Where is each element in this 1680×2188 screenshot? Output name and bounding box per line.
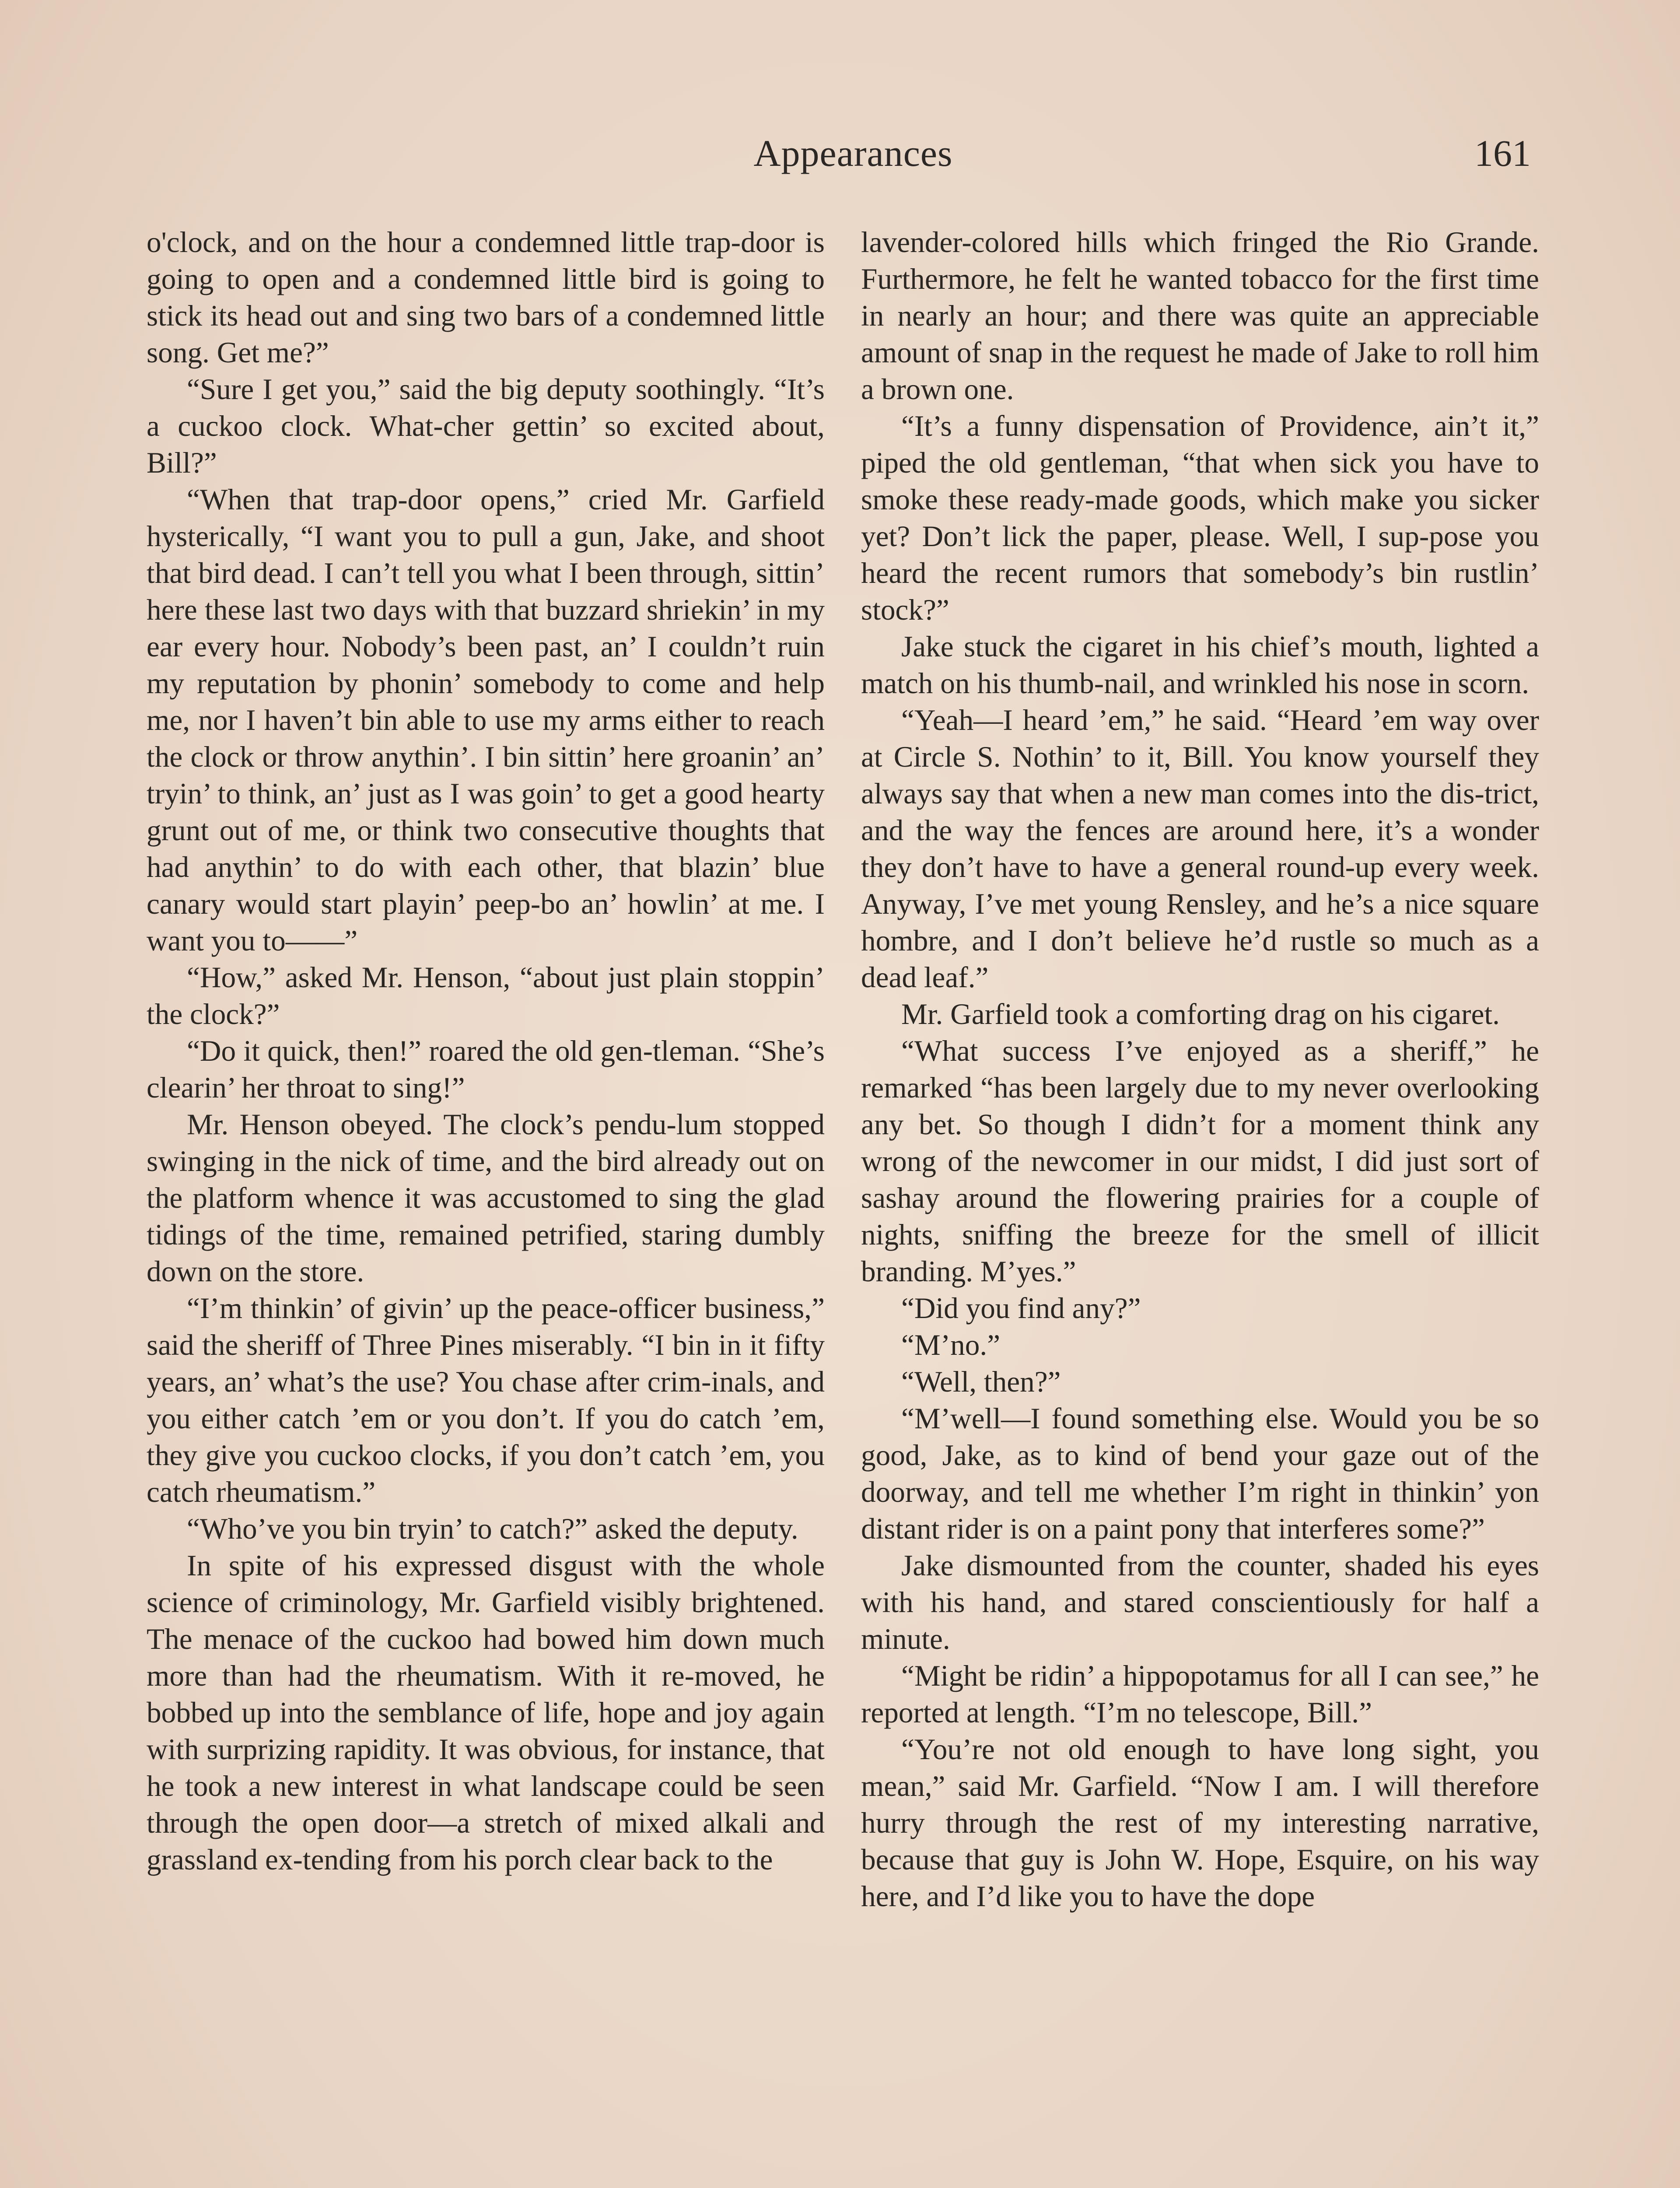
paragraph: “M’no.” (901, 1329, 1001, 1361)
paragraph: o'clock, and on the hour a condemned little trap-door is going to open and a condemned little bird is going to stick its head out and sing two bars of a condemned little song. Get me?” (147, 226, 825, 369)
running-head-title: Appearances (753, 132, 953, 174)
paragraph: “You’re not old enough to have long sight, you mean,” said Mr. Garfield. “Now I am. I will therefore hurry through the rest of my interesting narrative, because that guy is John W. Hope, Esquire, on his way here, and I’d like you to have the dope (861, 1733, 1539, 1913)
paragraph: “Sure I get you,” said the big deputy soothingly. “It’s a cuckoo clock. What-cher gettin’ so excited about, Bill?” (147, 373, 825, 479)
paragraph: lavender-colored hills which fringed the Rio Grande. Furthermore, he felt he wanted tobacco for the first time in nearly an hour; and there was quite an appreciable amount of snap in the request he made of Jake to roll him a brown one. (861, 226, 1539, 406)
paragraph: “Do it quick, then!” roared the old gen-tleman. “She’s clearin’ her throat to sing!” (147, 1034, 825, 1104)
paragraph: Jake dismounted from the counter, shaded his eyes with his hand, and stared conscientiously for half a minute. (861, 1549, 1539, 1655)
right-column (861, 224, 1539, 1915)
paragraph: Mr. Henson obeyed. The clock’s pendu-lum stopped swinging in the nick of time, and the bird already out on the platform whence it was accustomed to sing the glad tidings of the time, remained petrified, staring dumbly down on the store. (147, 1108, 825, 1288)
paragraph: “Well, then?” (901, 1365, 1061, 1398)
paragraph: “Who’ve you bin tryin’ to catch?” asked the deputy. (187, 1512, 798, 1545)
paragraph: “Yeah—I heard ’em,” he said. “Heard ’em way over at Circle S. Nothin’ to it, Bill. You know yourself they always say that when a new man comes into the dis-trict, and the way the fences are around here, it’s a wonder they don’t have to have a general round-up every week. Anyway, I’ve met young Rensley, and he’s a nice square hombre, and I don’t believe he’d rustle so much as a dead leaf.” (861, 704, 1539, 994)
paragraph: “How,” asked Mr. Henson, “about just plain stoppin’ the clock?” (147, 961, 825, 1031)
paragraph: “When that trap-door opens,” cried Mr. Garfield hysterically, “I want you to pull a gun, Jake, and shoot that bird dead. I can’t tell you what I been through, sittin’ here these last two days with that buzzard shriekin’ in my ear every hour. Nobody’s been past, an’ I couldn’t ruin my reputation by phonin’ somebody to come and help me, nor I haven’t bin able to use my arms either to reach the clock or throw anythin’. I bin sittin’ here groanin’ an’ tryin’ to think, an’ just as I was goin’ to get a good hearty grunt out of me, or think two consecutive thoughts that had anythin’ to do with each other, that blazin’ blue canary would start playin’ peep-bo an’ howlin’ at me. I want you to——” (147, 483, 825, 957)
paragraph: Mr. Garfield took a comforting drag on his cigaret. (901, 998, 1500, 1031)
left-column (147, 224, 825, 1878)
paragraph: In spite of his expressed disgust with the whole science of criminology, Mr. Garfield visibly brightened. The menace of the cuckoo had bowed him down much more than had the rheumatism. With it re-moved, he bobbed up into the semblance of life, hope and joy again with surprizing rapidity. It was obvious, for instance, that he took a new interest in what landscape could be seen through the open door—a stretch of mixed alkali and grassland ex-tending from his porch clear back to the (147, 1549, 825, 1876)
paragraph: “What success I’ve enjoyed as a sheriff,” he remarked “has been largely due to my never overlooking any bet. So though I didn’t for a moment think any wrong of the newcomer in our midst, I did just sort of sashay around the flowering prairies for a couple of nights, sniffing the breeze for the smell of illicit branding. M’yes.” (861, 1034, 1539, 1288)
paragraph: “M’well—I found something else. Would you be so good, Jake, as to kind of bend your gaze out of the doorway, and tell me whether I’m right in thinkin’ yon distant rider is on a paint pony that interferes some?” (861, 1402, 1539, 1545)
paragraph: Jake stuck the cigaret in his chief’s mouth, lighted a match on his thumb-nail, and wrinkled his nose in scorn. (861, 630, 1539, 700)
paragraph: “It’s a funny dispensation of Providence, ain’t it,” piped the old gentleman, “that when sick you have to smoke these ready-made goods, which make you sicker yet? Don’t lick the paper, please. Well, I sup-pose you heard the recent rumors that somebody’s bin rustlin’ stock?” (861, 410, 1539, 626)
paragraph: “Did you find any?” (901, 1292, 1141, 1325)
paragraph: “I’m thinkin’ of givin’ up the peace-officer business,” said the sheriff of Three Pines miserably. “I bin in it fifty years, an’ what’s the use? You chase after crim-inals, and you either catch ’em or you don’t. If you do catch ’em, they give you cuckoo clocks, if you don’t catch ’em, you catch rheumatism.” (147, 1292, 825, 1508)
page-number: 161 (1474, 132, 1531, 174)
paragraph: “Might be ridin’ a hippopotamus for all I can see,” he reported at length. “I’m no telescope, Bill.” (861, 1659, 1539, 1729)
